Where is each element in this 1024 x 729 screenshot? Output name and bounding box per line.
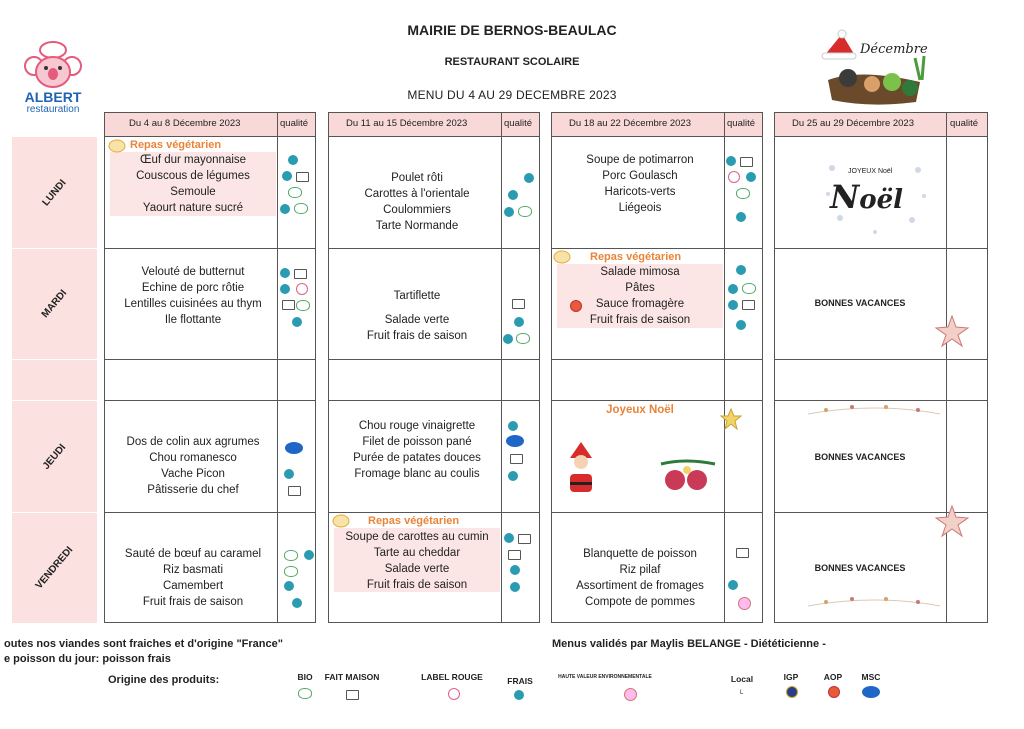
dish: Fruit frais de saison (366, 330, 468, 342)
dish: Sauce fromagère (595, 298, 685, 310)
dish: Fruit frais de saison (589, 314, 691, 326)
day-label-lundi: LUNDI (40, 177, 69, 208)
frais-icon (746, 172, 756, 182)
dish: Riz pilaf (619, 564, 661, 576)
footer-validated: Menus validés par Maylis BELANGE - Diététicienne - (552, 638, 826, 650)
fait-maison-icon (740, 157, 753, 167)
dish: Compote de pommes (585, 596, 695, 608)
dish: Carottes à l'orientale (364, 188, 470, 200)
legend-bio: BIO (297, 672, 313, 682)
legend-fait-maison: FAIT MAISON (324, 672, 380, 682)
frais-icon (736, 265, 746, 275)
dish: Fruit frais de saison (366, 579, 468, 591)
frais-icon (504, 533, 514, 543)
dish: Yaourt nature sucré (142, 202, 244, 214)
christmas-bauble-icon (655, 456, 721, 496)
frais-icon (728, 300, 738, 310)
legend-msc: MSC (861, 672, 881, 682)
bio-icon (518, 206, 532, 217)
fait-maison-icon (346, 690, 359, 700)
day-cell-jeudi (12, 401, 97, 512)
frais-icon (510, 582, 520, 592)
local-icon: L (740, 690, 744, 696)
frais-icon (514, 690, 524, 700)
frais-icon (508, 471, 518, 481)
day-cell-mardi (12, 249, 97, 359)
dish: Pâtes (625, 282, 655, 294)
bio-icon (298, 688, 312, 699)
footer-note-fish: e poisson du jour: poisson frais (4, 653, 171, 665)
joyeux-noel-note: Joyeux Noël (606, 404, 674, 416)
label-rouge-icon (448, 688, 460, 700)
aop-icon (570, 300, 582, 312)
logo-sub: restauration (26, 104, 80, 115)
dish: Couscous de légumes (136, 170, 250, 182)
legend-frais: FRAIS (507, 676, 533, 686)
frais-icon (510, 565, 520, 575)
veg-tag-w1-lundi: Repas végétarien (130, 139, 222, 151)
dish: Salade verte (384, 563, 450, 575)
bio-icon (288, 187, 302, 198)
dish: Fromage blanc au coulis (354, 468, 480, 480)
dish: Coulommiers (383, 204, 451, 216)
fait-maison-icon (296, 172, 309, 182)
frais-icon (514, 317, 524, 327)
dish: Salade verte (384, 314, 450, 326)
frais-icon (284, 581, 294, 591)
quality-label-4: qualité (950, 118, 978, 129)
bio-icon (742, 283, 756, 294)
menu-period: MENU DU 4 AU 29 DECEMBRE 2023 (407, 88, 617, 102)
veg-badge-icon (332, 514, 350, 528)
week-label-3: Du 18 au 22 Décembre 2023 (569, 118, 691, 129)
month-art-text: Décembre (860, 42, 928, 57)
legend-local: Local (730, 674, 754, 684)
msc-icon (862, 686, 880, 698)
label-rouge-icon (728, 171, 740, 183)
santa-hat-icon (822, 30, 856, 59)
dish: Velouté de butternut (141, 266, 245, 278)
label-rouge-icon (296, 283, 308, 295)
legend-hve: HAUTE VALEUR ENVIRONNEMENTALE (558, 674, 652, 680)
albert-logo (14, 40, 92, 120)
frais-icon (282, 171, 292, 181)
vegetable-basket-icon (828, 56, 924, 105)
dish: Ile flottante (164, 314, 222, 326)
fait-maison-icon (508, 550, 521, 560)
day-cell-lundi (12, 137, 97, 248)
star-icon (720, 408, 742, 430)
dish: Purée de patates douces (353, 452, 481, 464)
page-subtitle: RESTAURANT SCOLAIRE (444, 56, 580, 68)
frais-icon (280, 204, 290, 214)
veg-badge-icon (553, 250, 571, 264)
garland-icon (806, 402, 942, 420)
week-label-1: Du 4 au 8 Décembre 2023 (129, 118, 241, 129)
dish: Soupe de carottes au cumin (345, 531, 489, 543)
hve-icon (624, 688, 637, 701)
fait-maison-icon (282, 300, 295, 310)
frais-icon (508, 421, 518, 431)
day-label-vendredi: VENDREDI (33, 544, 76, 592)
dish: Filet de poisson pané (362, 436, 472, 448)
frais-icon (280, 268, 290, 278)
logo-brand: ALBERT (24, 89, 82, 105)
dish: Haricots-verts (604, 186, 676, 198)
frais-icon (288, 155, 298, 165)
quality-label-1: qualité (280, 118, 308, 129)
veg-tag-w3-mardi: Repas végétarien (590, 251, 682, 263)
day-cell-vendredi (12, 513, 97, 623)
bonnes-vacances: BONNES VACANCES (814, 298, 906, 308)
dish: Porc Goulasch (602, 170, 678, 182)
star-icon (932, 314, 972, 348)
dish: Tarte au cheddar (373, 547, 461, 559)
bio-icon (294, 203, 308, 214)
frais-icon (728, 284, 738, 294)
frais-icon (280, 284, 290, 294)
dish: Soupe de potimarron (586, 154, 694, 166)
frais-icon (292, 598, 302, 608)
msc-icon (285, 442, 303, 454)
garland-icon (806, 594, 942, 612)
bio-icon (736, 188, 750, 199)
dish: Lentilles cuisinées au thym (124, 298, 262, 310)
dish: Liégeois (618, 202, 662, 214)
fait-maison-icon (736, 548, 749, 558)
dish: Chou rouge vinaigrette (358, 420, 476, 432)
bio-icon (284, 550, 298, 561)
frais-icon (508, 190, 518, 200)
dish: Salade mimosa (600, 266, 680, 278)
page-title: MAIRIE DE BERNOS-BEAULAC (407, 22, 617, 38)
fait-maison-icon (294, 269, 307, 279)
december-artwork (820, 28, 940, 110)
frais-icon (503, 334, 513, 344)
dish: Camembert (162, 580, 224, 592)
legend-aop: AOP (823, 672, 843, 682)
origin-label: Origine des produits: (108, 674, 220, 686)
dish: Dos de colin aux agrumes (126, 436, 260, 448)
frais-icon (504, 207, 514, 217)
veg-badge-icon (108, 139, 126, 153)
dish: Pâtisserie du chef (147, 484, 239, 496)
quality-label-3: qualité (727, 118, 755, 129)
day-label-jeudi: JEUDI (40, 441, 69, 472)
fait-maison-icon (518, 534, 531, 544)
frais-icon (726, 156, 736, 166)
fait-maison-icon (742, 300, 755, 310)
msc-icon (506, 435, 524, 447)
dish: Sauté de bœuf au caramel (124, 548, 262, 560)
igp-icon (786, 686, 798, 698)
santa-claus-icon (560, 440, 602, 498)
dish: Œuf dur mayonnaise (139, 154, 247, 166)
dish: Echine de porc rôtie (141, 282, 245, 294)
dish: Semoule (170, 186, 216, 198)
veg-tag-w2-vendredi: Repas végétarien (368, 515, 460, 527)
fait-maison-icon (510, 454, 523, 464)
day-label-mardi: MARDI (39, 287, 70, 321)
week-label-2: Du 11 au 15 Décembre 2023 (346, 118, 468, 129)
dish: Fruit frais de saison (142, 596, 244, 608)
bio-icon (516, 333, 530, 344)
bonnes-vacances: BONNES VACANCES (814, 563, 906, 573)
star-icon (932, 504, 972, 538)
dish: Assortiment de fromages (576, 580, 704, 592)
frais-icon (524, 173, 534, 183)
dish: Chou romanesco (149, 452, 237, 464)
frais-icon (736, 320, 746, 330)
dish: Poulet rôti (391, 172, 443, 184)
bio-icon (284, 566, 298, 577)
joyeux-noel-text: JOYEUX Noël (848, 168, 893, 175)
chef-koala-logo-icon (14, 40, 92, 90)
week-label-4: Du 25 au 29 Décembre 2023 (792, 118, 914, 129)
bonnes-vacances: BONNES VACANCES (814, 452, 906, 462)
frais-icon (292, 317, 302, 327)
dish: Riz basmati (162, 564, 224, 576)
frais-icon (304, 550, 314, 560)
dish: Tartiflette (393, 290, 441, 302)
legend-label-rouge: LABEL ROUGE (421, 672, 483, 682)
quality-label-2: qualité (504, 118, 532, 129)
dish: Vache Picon (161, 468, 225, 480)
frais-icon (728, 580, 738, 590)
dish: Tarte Normande (375, 220, 459, 232)
fait-maison-icon (512, 299, 525, 309)
fait-maison-icon (288, 486, 301, 496)
legend-igp: IGP (783, 672, 799, 682)
aop-icon (828, 686, 840, 698)
frais-icon (284, 469, 294, 479)
footer-note-meat: outes nos viandes sont fraiches et d'origine "France" (4, 638, 283, 650)
hve-icon (738, 597, 751, 610)
frais-icon (736, 212, 746, 222)
bio-icon (296, 300, 310, 311)
dish: Blanquette de poisson (583, 548, 697, 560)
day-cell-mercredi (12, 360, 97, 400)
